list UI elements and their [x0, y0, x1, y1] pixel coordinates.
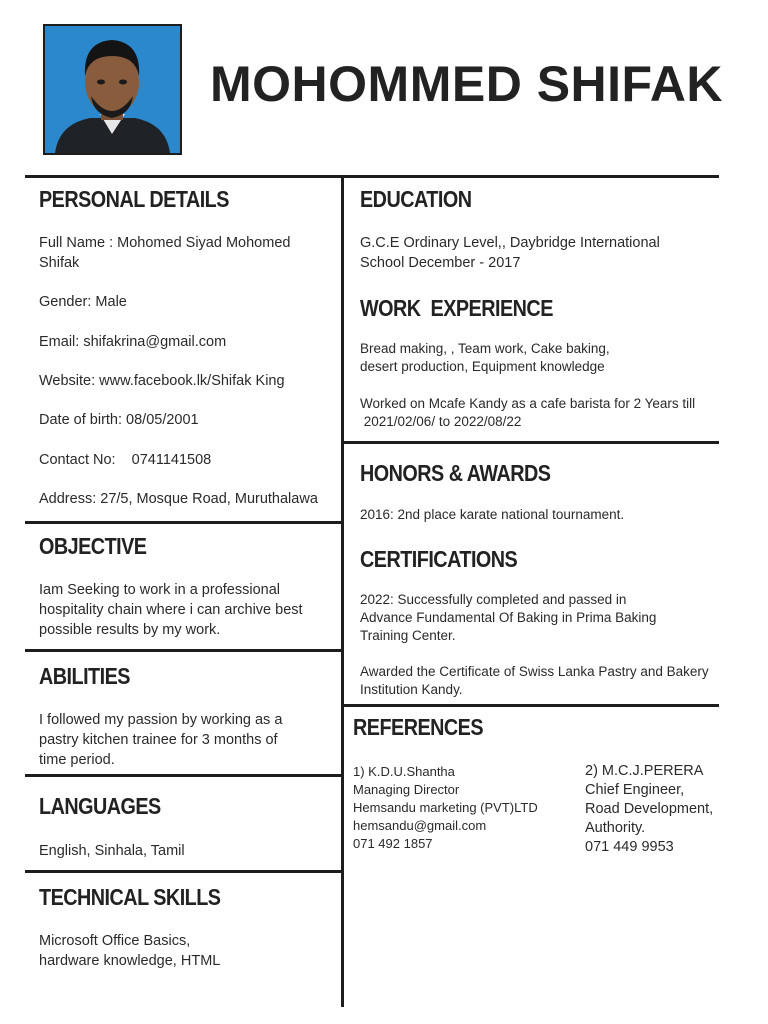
work-skills — [360, 340, 610, 376]
objective-line: possible results by my work. — [39, 622, 221, 638]
objective-line: Iam Seeking to work in a professional — [39, 582, 280, 598]
abilities-line: I followed my passion by working as a — [39, 712, 283, 728]
divider-technical — [25, 870, 343, 873]
languages-heading: LANGUAGES — [39, 793, 161, 819]
certification-line: Institution Kandy. — [360, 682, 463, 697]
column-divider — [341, 175, 344, 1007]
education-line: School December - 2017 — [360, 255, 521, 271]
technical-line: hardware knowledge, HTML — [39, 953, 221, 969]
divider-abilities — [25, 649, 343, 652]
reference-2-org-cont: Authority. — [585, 820, 646, 836]
objective-text — [39, 580, 303, 640]
work-skills-line: Bread making, , Team work, Cake baking, — [360, 341, 610, 356]
certification-line: Awarded the Certificate of Swiss Lanka Pastry and Bakery — [360, 664, 709, 679]
personal-details-heading: PERSONAL DETAILS — [39, 186, 229, 212]
technical-skills-text — [39, 931, 220, 971]
reference-1-phone: 071 492 1857 — [353, 836, 433, 851]
education-text — [360, 233, 660, 273]
reference-2-phone: 071 449 9953 — [585, 839, 674, 855]
certification-line: 2022: Successfully completed and passed in — [360, 592, 627, 607]
certifications-heading: CERTIFICATIONS — [360, 546, 518, 572]
certification-line: Advance Fundamental Of Baking in Prima Baking — [360, 610, 657, 625]
references-heading: REFERENCES — [353, 714, 484, 740]
reference-1-company: Hemsandu marketing (PVT)LTD — [353, 800, 538, 815]
reference-1-email: hemsandu@gmail.com — [353, 818, 487, 833]
abilities-line: time period. — [39, 752, 115, 768]
reference-1-title: Managing Director — [353, 782, 460, 797]
reference-2-title: Chief Engineer, — [585, 782, 685, 798]
abilities-line: pastry kitchen trainee for 3 months of — [39, 732, 278, 748]
top-divider — [25, 175, 719, 178]
honors-text: 2016: 2nd place karate national tournament. — [360, 507, 625, 522]
reference-1 — [353, 763, 538, 853]
education-heading: EDUCATION — [360, 186, 472, 212]
certification-2 — [360, 663, 709, 699]
honors-heading: HONORS & AWARDS — [360, 460, 551, 486]
work-job-line: Worked on Mcafe Kandy as a cafe barista for 2 Years till — [360, 396, 696, 411]
profile-photo — [43, 24, 182, 155]
person-portrait-icon — [45, 26, 180, 153]
personal-full-name — [39, 233, 339, 273]
personal-gender: Gender: Male — [39, 294, 127, 310]
reference-2 — [585, 762, 713, 857]
objective-heading: OBJECTIVE — [39, 533, 147, 559]
personal-contact: Contact No: 0741141508 — [39, 452, 212, 468]
candidate-name: MOHOMMED SHIFAK — [210, 56, 724, 112]
reference-2-name: 2) M.C.J.PERERA — [585, 763, 704, 779]
abilities-heading: ABILITIES — [39, 663, 130, 689]
personal-dob: Date of birth: 08/05/2001 — [39, 412, 199, 428]
education-line: G.C.E Ordinary Level,, Daybridge International — [360, 235, 660, 251]
personal-email: Email: shifakrina@gmail.com — [39, 334, 227, 350]
work-job-line: 2021/02/06/ to 2022/08/22 — [360, 414, 522, 429]
divider-references — [343, 704, 719, 707]
work-job — [360, 395, 695, 431]
personal-address: Address: 27/5, Mosque Road, Muruthalawa — [39, 491, 318, 507]
certification-1 — [360, 591, 656, 645]
certification-line: Training Center. — [360, 628, 456, 643]
work-experience-heading: WORK EXPERIENCE — [360, 295, 553, 321]
reference-2-org: Road Development, — [585, 801, 714, 817]
divider-languages — [25, 774, 343, 777]
languages-text: English, Sinhala, Tamil — [39, 843, 185, 859]
technical-skills-heading: TECHNICAL SKILLS — [39, 884, 221, 910]
divider-honors — [343, 441, 719, 444]
work-skills-line: desert production, Equipment knowledge — [360, 359, 605, 374]
reference-1-name: 1) K.D.U.Shantha — [353, 764, 455, 779]
personal-website: Website: www.facebook.lk/Shifak King — [39, 373, 285, 389]
divider-objective — [25, 521, 343, 524]
abilities-text — [39, 710, 282, 770]
full-name-line-1: Full Name : Mohomed Siyad Mohomed — [39, 235, 291, 251]
full-name-line-2: Shifak — [39, 255, 80, 271]
objective-line: hospitality chain where i can archive best — [39, 602, 303, 618]
technical-line: Microsoft Office Basics, — [39, 933, 191, 949]
